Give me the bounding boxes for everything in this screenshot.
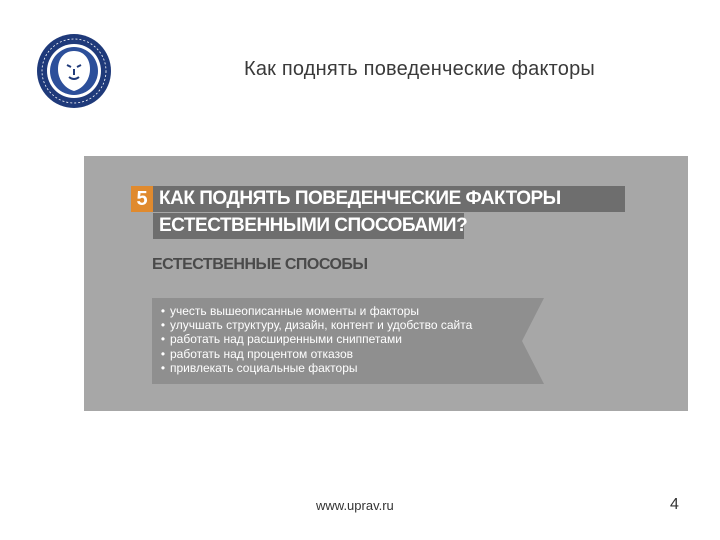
list-item: • улучшать структуру, дизайн, контент и удобство сайта bbox=[156, 318, 472, 332]
panel-heading-line-2: ЕСТЕСТВЕННЫМИ СПОСОБАМИ? bbox=[153, 213, 464, 239]
content-panel bbox=[84, 156, 688, 411]
methods-list bbox=[156, 304, 472, 375]
list-item: • работать над расширенными сниппетами bbox=[156, 332, 472, 346]
section-number-badge: 5 bbox=[131, 186, 153, 212]
page-number: 4 bbox=[670, 496, 679, 513]
slide-title: Как поднять поведенческие факторы bbox=[244, 58, 596, 80]
list-item: • работать над процентом отказов bbox=[156, 347, 472, 361]
panel-heading-line-1: КАК ПОДНЯТЬ ПОВЕДЕНЧЕСКИЕ ФАКТОРЫ bbox=[153, 186, 625, 212]
list-item: • привлекать социальные факторы bbox=[156, 361, 472, 375]
panel-subheading: ЕСТЕСТВЕННЫЕ СПОСОБЫ bbox=[152, 256, 368, 273]
school-logo bbox=[36, 33, 112, 109]
footer-url: www.uprav.ru bbox=[316, 498, 394, 513]
lion-emblem-icon bbox=[36, 33, 112, 109]
methods-list-box bbox=[152, 298, 544, 384]
list-item: • учесть вышеописанные моменты и факторы bbox=[156, 304, 472, 318]
